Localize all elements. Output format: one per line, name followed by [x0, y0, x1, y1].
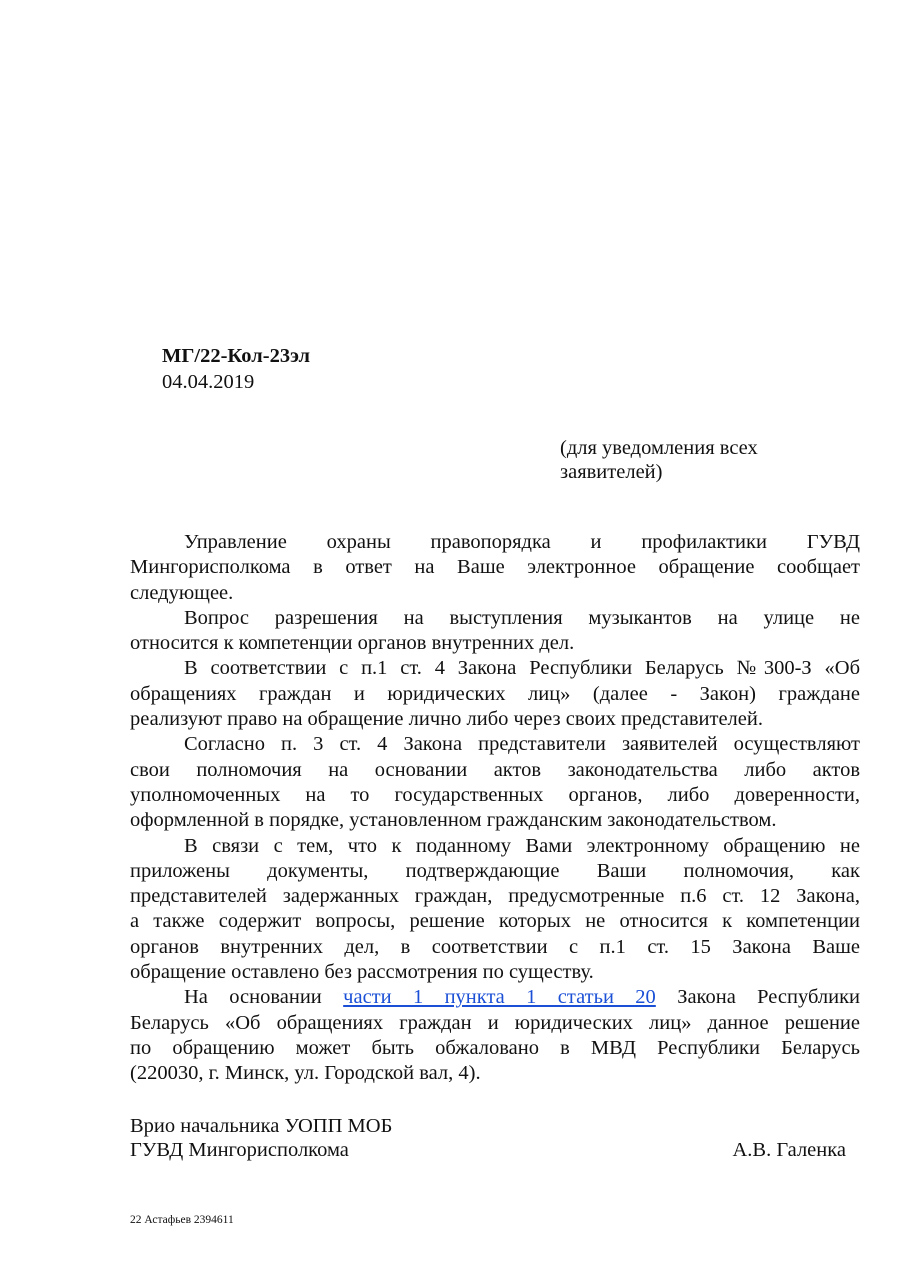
paragraph-line: относится к компетенции органов внутренних дел. — [130, 632, 575, 655]
paragraph — [130, 606, 860, 657]
signer-name: А.В. Галенка — [732, 1139, 846, 1161]
paragraph-line: представителей задержанных граждан, предусмотренные п.6 ст. 12 Закона, — [130, 885, 860, 908]
signer-position: Врио начальника УОПП МОБ — [130, 1115, 393, 1137]
paragraph — [130, 656, 860, 732]
paragraph-line: реализуют право на обращение лично либо через своих представителей. — [130, 708, 763, 731]
paragraph-line: Управление охраны правопорядка и профилактики ГУВД — [184, 531, 860, 553]
document-reference-number: МГ/22-Кол-23эл — [162, 345, 311, 367]
paragraph-line: свои полномочия на основании актов законодательства либо актов — [130, 758, 860, 781]
executor-note: 22 Астафьев 2394611 — [130, 1214, 234, 1226]
paragraph-line: Мингорисполкома в ответ на Ваше электронное обращение сообщает — [130, 556, 860, 579]
signature-block — [130, 1114, 846, 1162]
text: На основании — [184, 986, 322, 1009]
paragraph-line: Беларусь «Об обращениях граждан и юридических лиц» данное решение — [130, 1011, 860, 1034]
paragraph — [130, 834, 860, 986]
paragraph-line: обращениях граждан и юридических лиц» (далее - Закон) граждане — [130, 682, 860, 705]
paragraph-line: а также содержит вопросы, решение которых не относится к компетенции — [130, 910, 860, 933]
addressee-line: заявителей) — [560, 461, 663, 483]
paragraph-line: обращение оставлено без рассмотрения по существу. — [130, 961, 594, 984]
paragraph-line: (220030, г. Минск, ул. Городской вал, 4). — [130, 1062, 481, 1085]
addressee-line: (для уведомления всех — [560, 437, 758, 459]
paragraph-line: оформленной в порядке, установленном гражданским законодательством. — [130, 809, 777, 832]
paragraph-line: органов внутренних дел, в соответствии с п.1 ст. 15 Закона Ваше — [130, 935, 860, 958]
addressee-block — [560, 436, 758, 484]
paragraph-line: Согласно п. 3 ст. 4 Закона представители заявителей осуществляют — [184, 733, 860, 756]
text: Закона Республики — [677, 986, 861, 1009]
paragraph-line: В соответствии с п.1 ст. 4 Закона Республики Беларусь №300-З «Об — [184, 657, 860, 680]
paragraph-line: следующее. — [130, 581, 234, 604]
paragraph-line: приложены документы, подтверждающие Ваши полномочия, как — [130, 859, 860, 882]
signer-organization: ГУВД Мингорисполкома — [130, 1139, 349, 1161]
paragraph-appeal — [130, 985, 860, 1086]
paragraph-line: уполномоченных на то государственных органов, либо доверенности, — [130, 783, 860, 806]
law-article-link[interactable]: части 1 пункта 1 статьи 20 — [343, 986, 656, 1009]
paragraph-line: Вопрос разрешения на выступления музыкантов на улице не — [184, 606, 860, 629]
paragraph — [130, 530, 860, 606]
paragraph-line: В связи с тем, что к поданному Вами электронному обращению не — [184, 834, 860, 857]
paragraph-line: по обращению может быть обжаловано в МВД Республики Беларусь — [130, 1036, 860, 1059]
letter-body — [130, 530, 860, 1087]
document-date: 04.04.2019 — [162, 371, 255, 393]
paragraph — [130, 732, 860, 833]
paragraph-line — [130, 985, 860, 1010]
